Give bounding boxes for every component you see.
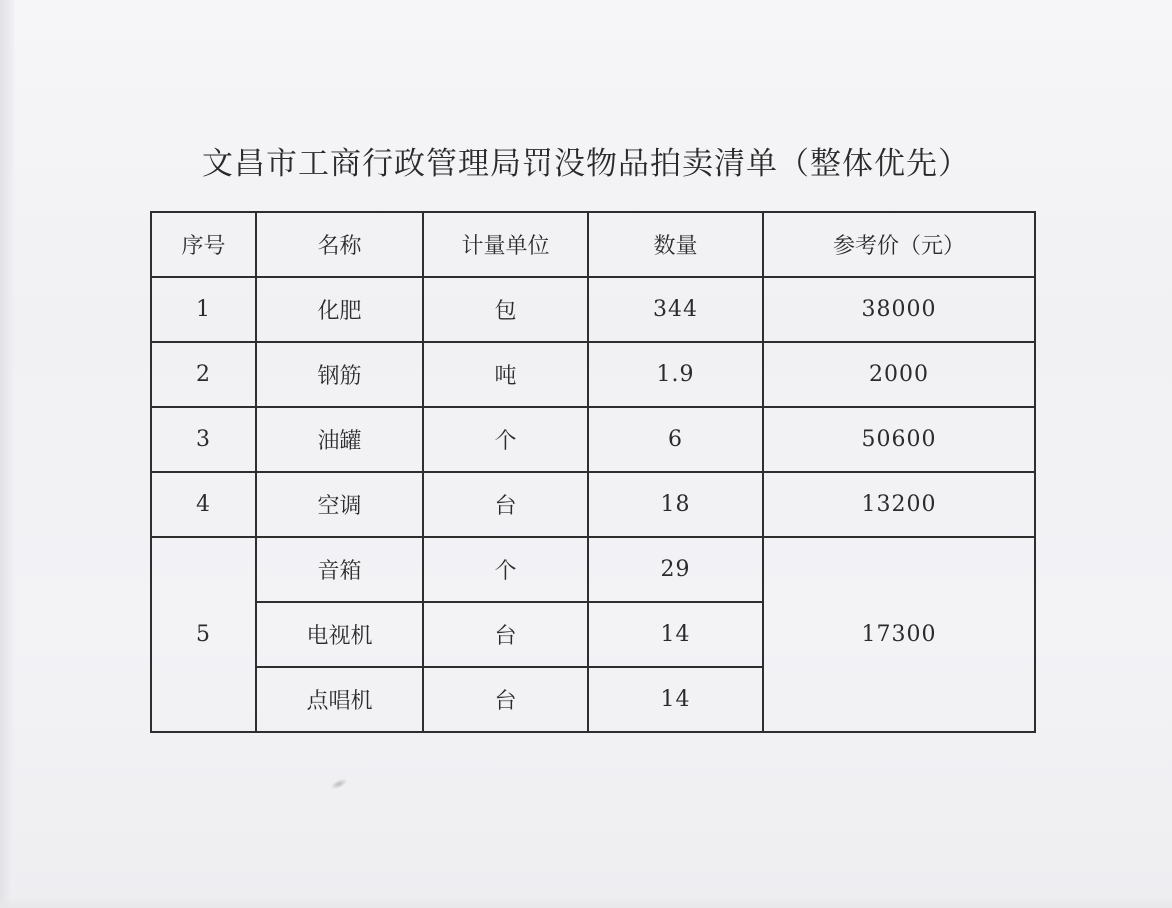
- cell-unit: 台: [423, 667, 588, 732]
- cell-seq-merged: 5: [151, 537, 256, 732]
- cell-name: 钢筋: [256, 342, 423, 407]
- cell-seq: 2: [151, 342, 256, 407]
- table-row: [151, 407, 1035, 472]
- cell-seq: 3: [151, 407, 256, 472]
- scan-edge-shadow: [0, 0, 14, 908]
- header-reference-price: 参考价（元）: [763, 212, 1035, 277]
- table-row: [151, 277, 1035, 342]
- cell-seq: 4: [151, 472, 256, 537]
- table-row: [151, 342, 1035, 407]
- header-name: 名称: [256, 212, 423, 277]
- cell-price: 38000: [763, 277, 1035, 342]
- scan-speck: [329, 777, 349, 792]
- cell-quantity: 1.9: [588, 342, 763, 407]
- cell-quantity: 344: [588, 277, 763, 342]
- cell-quantity: 6: [588, 407, 763, 472]
- table-header-row: [151, 212, 1035, 277]
- cell-name: 油罐: [256, 407, 423, 472]
- cell-name: 化肥: [256, 277, 423, 342]
- cell-unit: 个: [423, 537, 588, 602]
- cell-quantity: 14: [588, 602, 763, 667]
- cell-quantity: 29: [588, 537, 763, 602]
- cell-price: 50600: [763, 407, 1035, 472]
- header-seq: 序号: [151, 212, 256, 277]
- cell-name: 空调: [256, 472, 423, 537]
- header-quantity: 数量: [588, 212, 763, 277]
- table-row-group: [151, 537, 1035, 602]
- cell-name: 音箱: [256, 537, 423, 602]
- cell-unit: 台: [423, 602, 588, 667]
- cell-quantity: 18: [588, 472, 763, 537]
- cell-name: 电视机: [256, 602, 423, 667]
- cell-quantity: 14: [588, 667, 763, 732]
- table-row: [151, 472, 1035, 537]
- cell-price: 13200: [763, 472, 1035, 537]
- scan-bottom-shadow: [0, 898, 1172, 908]
- cell-name: 点唱机: [256, 667, 423, 732]
- cell-price: 2000: [763, 342, 1035, 407]
- cell-unit: 吨: [423, 342, 588, 407]
- cell-price-merged: 17300: [763, 537, 1035, 732]
- document-title: 文昌市工商行政管理局罚没物品拍卖清单（整体优先）: [202, 146, 970, 182]
- cell-unit: 包: [423, 277, 588, 342]
- header-unit: 计量单位: [423, 212, 588, 277]
- cell-seq: 1: [151, 277, 256, 342]
- cell-unit: 个: [423, 407, 588, 472]
- auction-items-table: [150, 211, 1036, 733]
- cell-unit: 台: [423, 472, 588, 537]
